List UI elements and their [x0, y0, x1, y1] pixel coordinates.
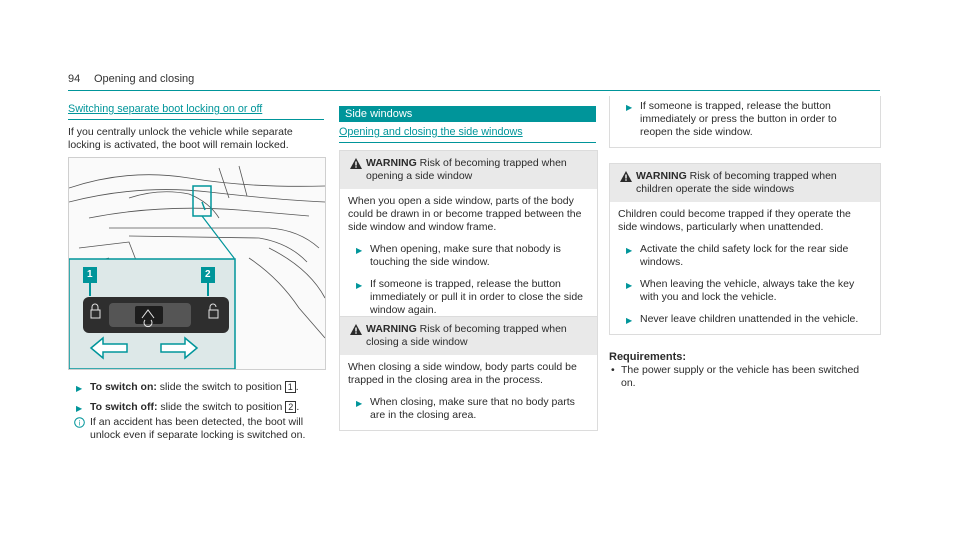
warning-title: Risk of becoming trapped when closing a side window — [366, 323, 567, 348]
warning-title: Risk of becoming trapped when children operate the side windows — [636, 170, 837, 195]
triangle-arrow-icon: ▶ — [76, 404, 83, 413]
warning-header — [340, 317, 597, 355]
heading-rule — [68, 119, 324, 120]
list-item — [618, 100, 872, 139]
header-rule — [68, 90, 880, 91]
step-text: When opening, make sure that nobody is touching the side window. — [370, 243, 561, 268]
accident-note — [68, 416, 324, 442]
warning-body — [340, 189, 597, 325]
warning-body — [610, 96, 880, 147]
warning-box-opening — [339, 150, 598, 326]
warning-triangle-icon — [619, 170, 633, 183]
step-text: Never leave children unattended in the vehicle. — [640, 313, 859, 325]
triangle-arrow-icon: ▶ — [76, 384, 83, 393]
bullet-dot: • — [611, 364, 615, 376]
warning-header — [610, 164, 880, 202]
side-windows-band: Side windows — [339, 106, 596, 122]
warning-label: WARNING — [636, 170, 687, 182]
callout-1: 1 — [87, 269, 93, 280]
list-item — [618, 243, 872, 269]
triangle-arrow-icon: ▶ — [626, 281, 633, 290]
warning-body — [610, 202, 880, 334]
warning-text: Children could become trapped if they operate the side windows, particularly when unattended. — [618, 208, 851, 233]
page-number: 94 — [68, 73, 81, 85]
boot-locking-heading: Switching separate boot locking on or off — [68, 103, 263, 115]
triangle-arrow-icon: ▶ — [626, 246, 633, 255]
switch-on-label: To switch on: — [90, 381, 157, 393]
requirement-text: The power supply or the vehicle has been switched on. — [621, 364, 860, 389]
warning-text: When closing a side window, body parts could be trapped in the closing area in the process. — [348, 361, 577, 386]
list-item — [618, 313, 872, 326]
list-item — [618, 278, 872, 304]
warning-box-closing — [339, 316, 598, 431]
info-icon — [74, 417, 85, 428]
accident-note-text: If an accident has been detected, the boot will unlock even if separate locking is switched on. — [90, 416, 306, 441]
step-text: If someone is trapped, release the button immediately or press the button in order to reopen the side window. — [640, 100, 837, 138]
step-end: . — [296, 401, 300, 413]
step-text: If someone is trapped, release the button immediately or pull it in order to close the side window again. — [370, 278, 584, 316]
list-item — [348, 278, 589, 317]
vehicle-interior-illustration — [69, 158, 325, 369]
warning-text: When you open a side window, parts of the body could be drawn in or become trapped between the side window and window frame. — [348, 195, 582, 233]
warning-triangle-icon — [349, 323, 363, 336]
svg-text:i: i — [78, 419, 81, 428]
boot-locking-intro: If you centrally unlock the vehicle while separate locking is activated, the boot will remain locked. — [68, 126, 293, 151]
warning-body — [340, 355, 597, 430]
requirement-item — [609, 364, 871, 390]
warning-label: WARNING — [366, 323, 417, 335]
side-windows-heading: Opening and closing the side windows — [339, 126, 523, 138]
warning-label: WARNING — [366, 157, 417, 169]
warning-header — [340, 151, 597, 189]
section-title: Opening and closing — [94, 73, 195, 85]
triangle-arrow-icon: ▶ — [626, 316, 633, 325]
switch-on-step — [68, 381, 324, 394]
warning-box-children — [609, 163, 881, 335]
step-text: Activate the child safety lock for the rear side windows. — [640, 243, 849, 268]
switch-off-step — [68, 401, 324, 414]
requirements-title: Requirements: — [609, 351, 687, 363]
triangle-arrow-icon: ▶ — [356, 399, 363, 408]
position-ref-2: 2 — [285, 401, 296, 413]
continued-warning-box — [609, 96, 881, 148]
triangle-arrow-icon: ▶ — [356, 246, 363, 255]
triangle-arrow-icon: ▶ — [356, 281, 363, 290]
callout-2: 2 — [205, 269, 211, 280]
switch-off-label: To switch off: — [90, 401, 158, 413]
switch-off-text: slide the switch to position — [157, 401, 286, 413]
step-text: When closing, make sure that no body parts are in the closing area. — [370, 396, 575, 421]
list-item — [348, 396, 589, 422]
warning-title: Risk of becoming trapped when opening a side window — [366, 157, 567, 182]
boot-lock-switch-figure — [68, 157, 326, 370]
step-end: . — [295, 381, 299, 393]
heading-rule — [339, 142, 596, 143]
warning-triangle-icon — [349, 157, 363, 170]
switch-on-text: slide the switch to position — [156, 381, 285, 393]
triangle-arrow-icon: ▶ — [626, 103, 633, 112]
step-text: When leaving the vehicle, always take the key with you and lock the vehicle. — [640, 278, 855, 303]
position-ref-1: 1 — [285, 381, 296, 393]
list-item — [348, 243, 589, 269]
